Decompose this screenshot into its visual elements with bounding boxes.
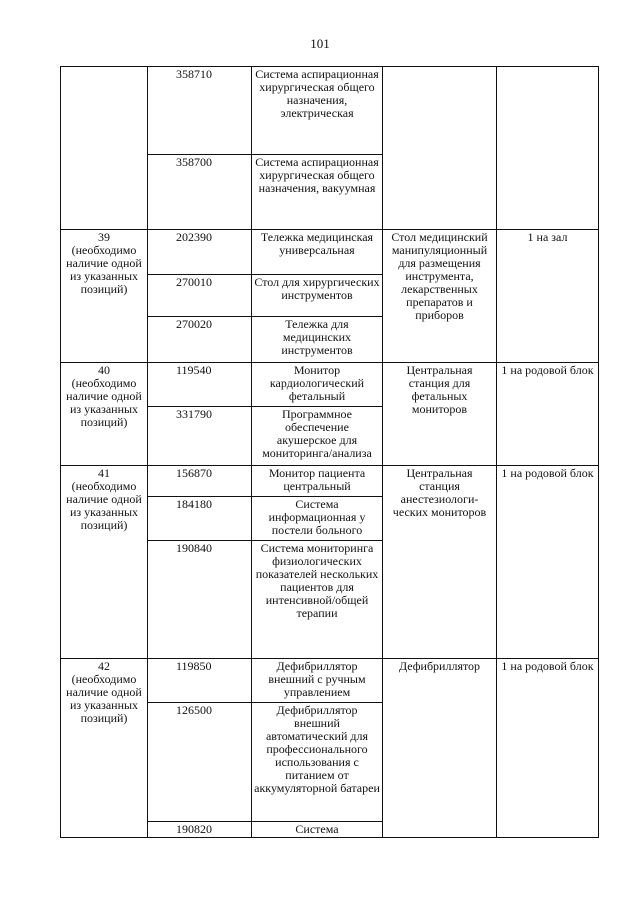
group-cell: [61, 67, 148, 230]
quantity-cell: 1 на родовой блок: [497, 659, 599, 838]
code-cell: 184180: [148, 497, 252, 541]
name-cell: Система: [252, 822, 383, 838]
code-cell: 156870: [148, 466, 252, 497]
group-cell: [61, 363, 148, 466]
group-cell: [61, 466, 148, 659]
code-cell: 331790: [148, 407, 252, 466]
group-number: 41: [98, 466, 110, 480]
purpose-cell: Центральная станция для фетальных мониторов: [383, 363, 497, 466]
name-cell: Монитор пациента центральный: [252, 466, 383, 497]
quantity-cell: 1 на родовой блок: [497, 363, 599, 466]
table-row: [61, 67, 599, 155]
page-number: 101: [310, 36, 330, 51]
group-note: (необходимо наличие одной из указанных позиций): [66, 672, 142, 725]
purpose-cell: [383, 67, 497, 230]
quantity-cell: 1 на родовой блок: [497, 466, 599, 659]
purpose-cell: Стол медицинский манипуляционный для размещения инструмента, лекарственных препаратов и приборов: [383, 230, 497, 363]
name-cell: Дефибриллятор внешний автоматический для профессионального использования с питанием от аккумуляторной батареи: [252, 703, 383, 822]
quantity-cell: 1 на зал: [497, 230, 599, 363]
code-cell: 270020: [148, 317, 252, 363]
name-cell: Программное обеспечение акушерское для мониторинга/анализа: [252, 407, 383, 466]
name-cell: Система аспирационная хирургическая общего назначения, вакуумная: [252, 155, 383, 230]
quantity-cell: [497, 67, 599, 230]
name-cell: Монитор кардиологический фетальный: [252, 363, 383, 407]
name-cell: Стол для хирургических инструментов: [252, 275, 383, 317]
group-note: (необходимо наличие одной из указанных позиций): [66, 376, 142, 429]
purpose-cell: Дефибриллятор: [383, 659, 497, 838]
code-cell: 358700: [148, 155, 252, 230]
group-cell: [61, 230, 148, 363]
group-note: (необходимо наличие одной из указанных позиций): [66, 479, 142, 532]
code-cell: 270010: [148, 275, 252, 317]
group-cell: [61, 659, 148, 838]
group-number: 39: [98, 230, 110, 244]
name-cell: Система мониторинга физиологических показателей нескольких пациентов для интенсивной/общей терапии: [252, 541, 383, 659]
code-cell: 190820: [148, 822, 252, 838]
code-cell: 119850: [148, 659, 252, 703]
purpose-cell: Центральная станция анестезиологи-ческих мониторов: [383, 466, 497, 659]
name-cell: Тележка медицинская универсальная: [252, 230, 383, 275]
code-cell: 358710: [148, 67, 252, 155]
name-cell: Система аспирационная хирургическая общего назначения, электрическая: [252, 67, 383, 155]
table-row: [61, 230, 599, 275]
name-cell: Дефибриллятор внешний с ручным управлением: [252, 659, 383, 703]
code-cell: 126500: [148, 703, 252, 822]
name-cell: Система информационная у постели больного: [252, 497, 383, 541]
name-cell: Тележка для медицинских инструментов: [252, 317, 383, 363]
table-row: [61, 466, 599, 497]
equipment-table: [60, 66, 599, 838]
code-cell: 202390: [148, 230, 252, 275]
group-number: 42: [98, 659, 110, 673]
code-cell: 119540: [148, 363, 252, 407]
table-row: [61, 363, 599, 407]
group-number: 40: [98, 363, 110, 377]
group-note: (необходимо наличие одной из указанных позиций): [66, 243, 142, 296]
table-row: [61, 659, 599, 703]
code-cell: 190840: [148, 541, 252, 659]
